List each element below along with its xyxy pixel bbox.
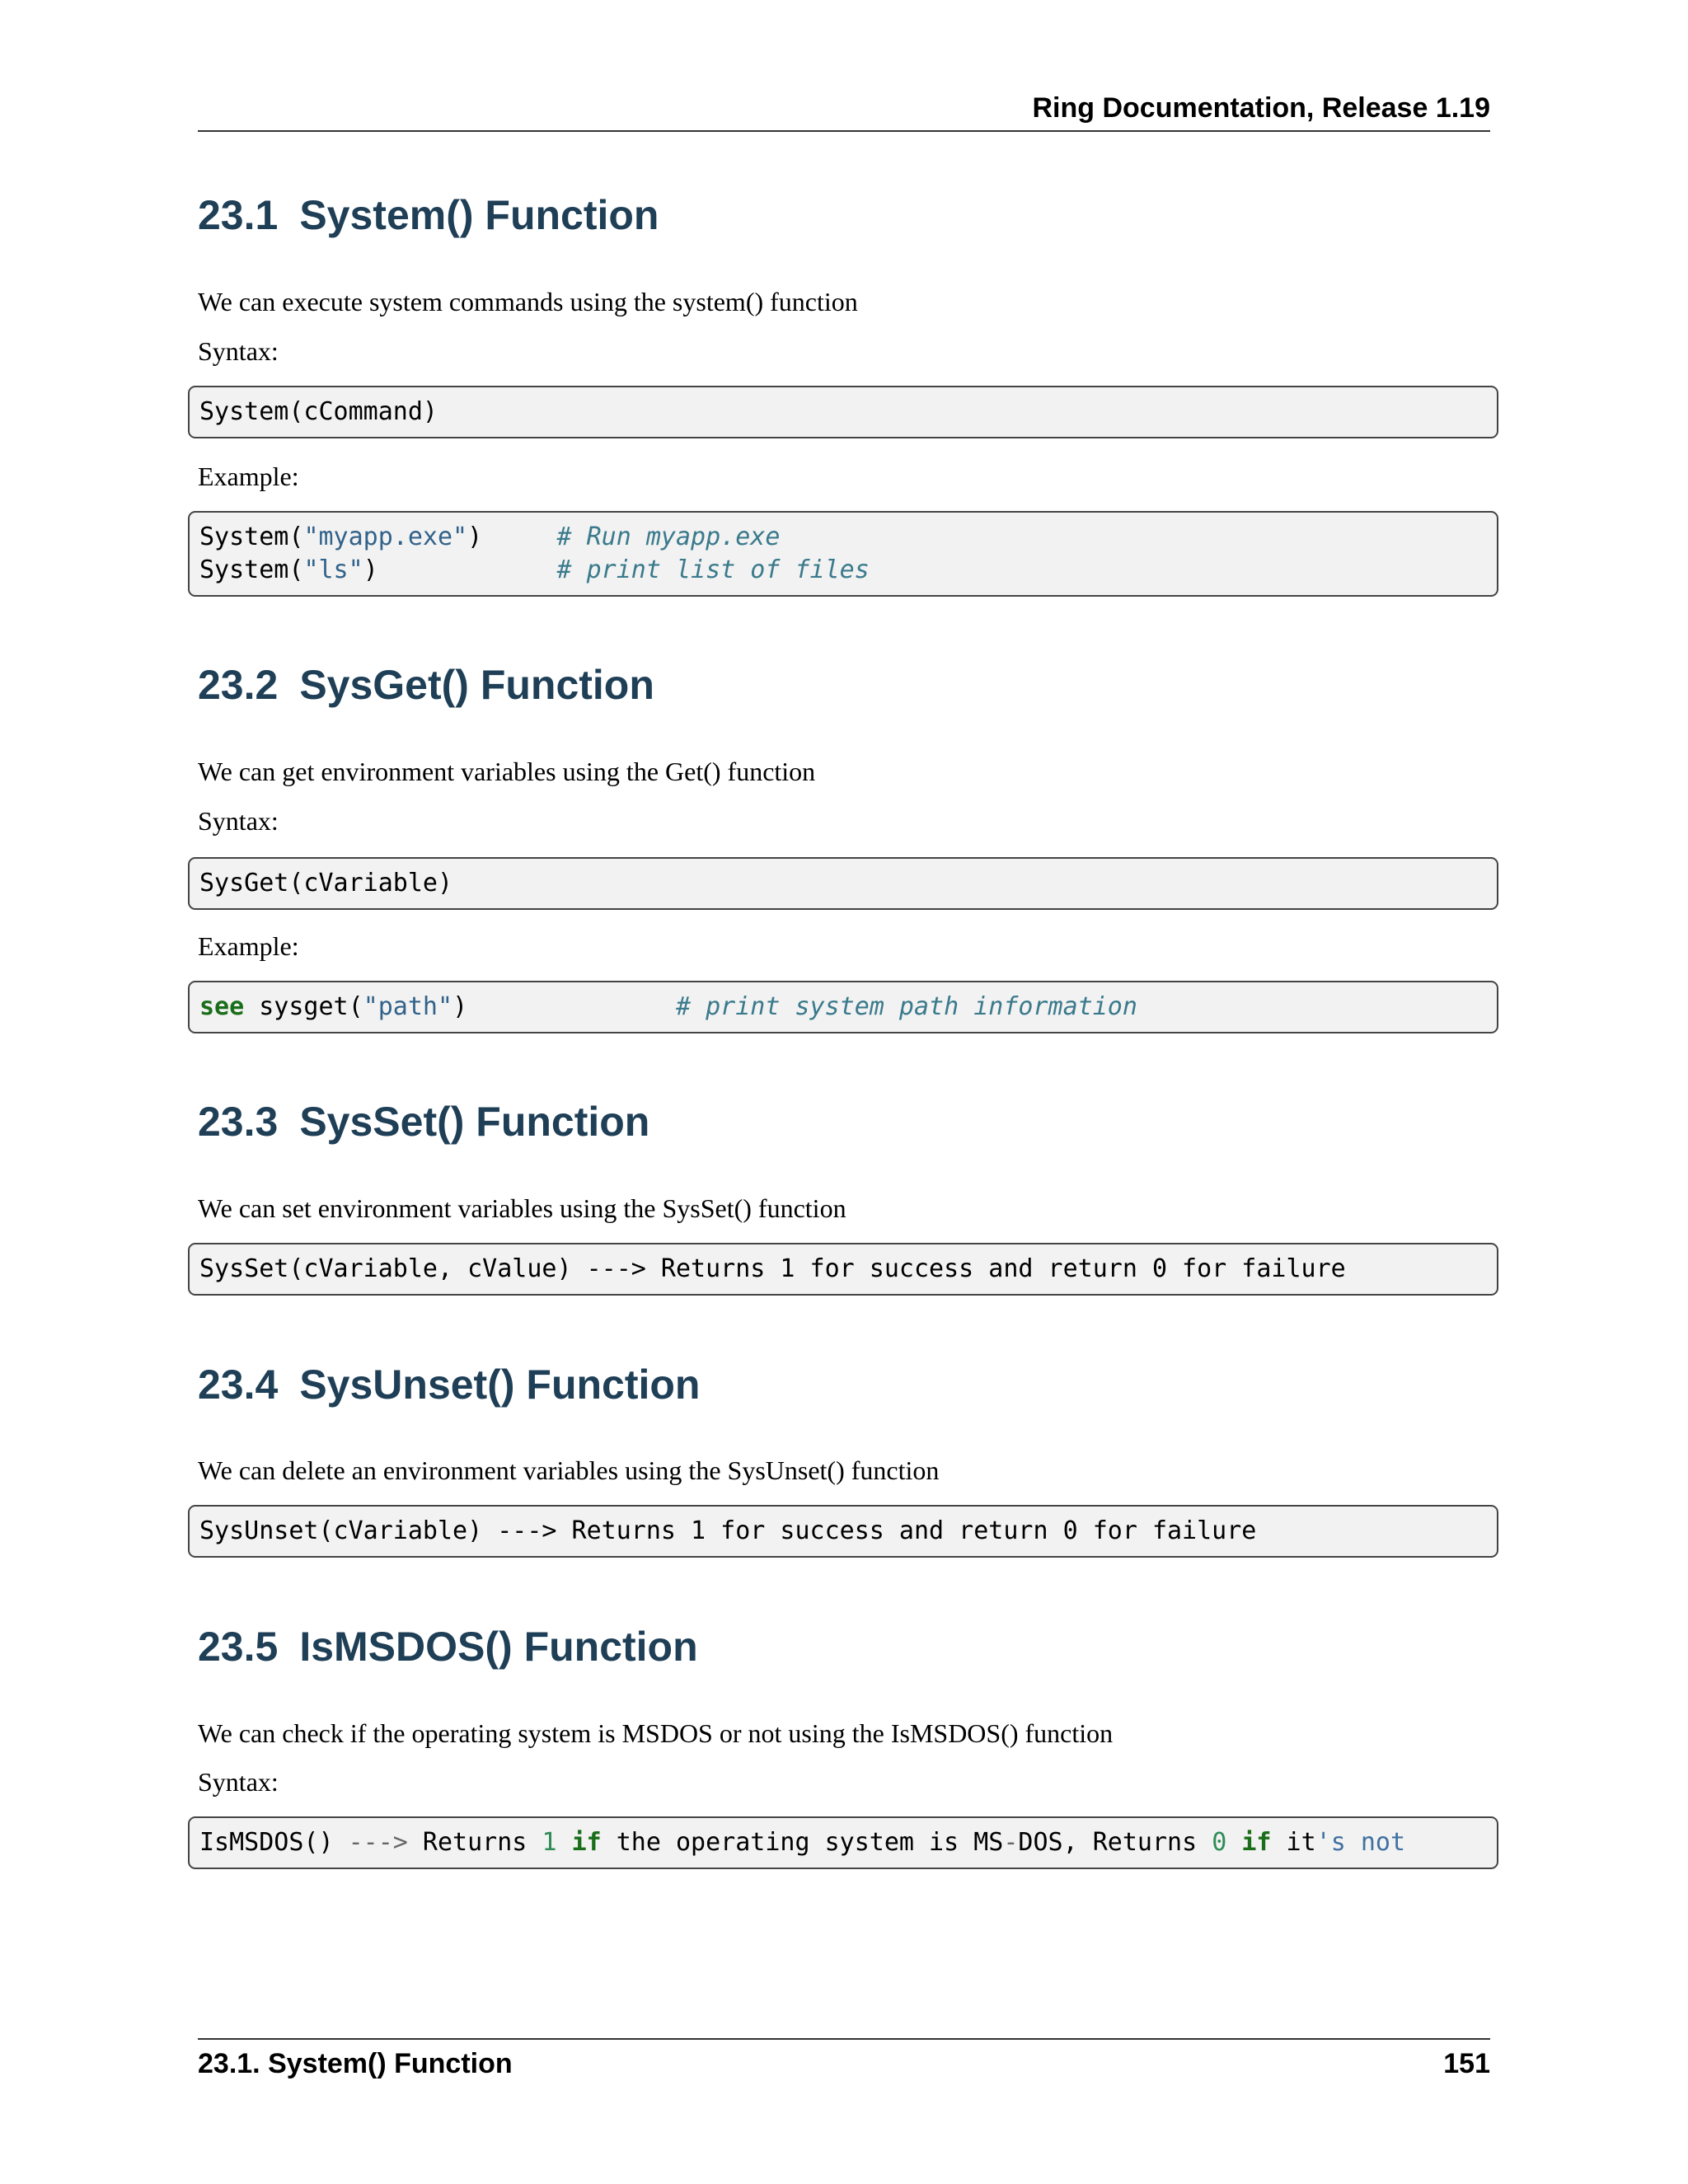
code-line: SysUnset(cVariable) ---> Returns 1 for success and return 0 for failure: [199, 1516, 1257, 1545]
section-heading-23-4: [198, 1361, 700, 1408]
code-comment: # Run myapp.exe: [556, 523, 781, 551]
code-text: the operating system is MS: [601, 1828, 1004, 1857]
section-title: SysGet() Function: [299, 662, 654, 708]
section-number: 23.2: [198, 662, 279, 708]
code-block-syntax-sysget: [188, 857, 1498, 910]
example-label: Example:: [198, 931, 299, 961]
code-text: it: [1271, 1828, 1316, 1857]
code-keyword: see: [199, 992, 245, 1021]
section-heading-23-1: [198, 191, 659, 239]
code-line: SysSet(cVariable, cValue) ---> Returns 1 for success and return 0 for failure: [199, 1254, 1346, 1283]
code-line: [199, 991, 1497, 1024]
code-text: DOS, Returns: [1018, 1828, 1212, 1857]
code-block-example-sysget: [188, 981, 1498, 1033]
syntax-label: Syntax:: [198, 806, 279, 836]
code-number: 1: [542, 1828, 557, 1857]
section-description: We can execute system commands using the system() function: [198, 287, 858, 316]
footer-section-title: 23.1. System() Function: [198, 2048, 513, 2079]
code-string: "ls": [303, 555, 363, 584]
code-string: "path": [363, 992, 453, 1021]
code-text: ): [363, 555, 557, 584]
code-text: ): [467, 523, 557, 551]
section-description: We can delete an environment variables using the SysUnset() function: [198, 1455, 940, 1485]
section-description: We can check if the operating system is MSDOS or not using the IsMSDOS() function: [198, 1718, 1114, 1748]
section-title: SysSet() Function: [299, 1099, 650, 1145]
code-text: System(: [199, 555, 304, 584]
syntax-label: Syntax:: [198, 336, 279, 366]
header-title: Ring Documentation, Release 1.19: [1032, 92, 1490, 124]
section-heading-23-3: [198, 1098, 649, 1146]
code-block-sysunset: [188, 1505, 1498, 1558]
code-text: IsMSDOS(): [199, 1828, 349, 1857]
code-block-ismsdos: [188, 1816, 1498, 1869]
section-description: We can get environment variables using the Get() function: [198, 757, 816, 786]
section-number: 23.5: [198, 1624, 279, 1670]
code-block-example-system: [188, 511, 1498, 597]
section-number: 23.4: [198, 1361, 279, 1408]
example-label: Example:: [198, 462, 299, 491]
syntax-label: Syntax:: [198, 1767, 279, 1797]
code-number: 0: [1212, 1828, 1227, 1857]
code-text: [1226, 1828, 1241, 1857]
page-header: [198, 89, 1490, 132]
page-number: 151: [1443, 2048, 1490, 2079]
code-string: 's not: [1315, 1828, 1406, 1857]
code-text: sysget(: [244, 992, 363, 1021]
section-number: 23.3: [198, 1099, 279, 1145]
section-heading-23-5: [198, 1623, 698, 1671]
code-keyword: if: [571, 1828, 602, 1857]
section-description: We can set environment variables using the SysSet() function: [198, 1193, 846, 1223]
code-line: System(cCommand): [199, 397, 438, 426]
code-keyword: if: [1241, 1828, 1272, 1857]
code-comment: # print system path information: [676, 992, 1137, 1021]
section-number: 23.1: [198, 192, 279, 238]
code-block-syntax-system: [188, 386, 1498, 438]
code-operator: -: [1003, 1828, 1019, 1857]
code-operator: --->: [348, 1828, 408, 1857]
code-block-sysset: [188, 1243, 1498, 1296]
code-text: Returns: [407, 1828, 542, 1857]
code-line: [199, 554, 1497, 587]
section-heading-23-2: [198, 661, 654, 709]
code-text: [557, 1828, 572, 1857]
page-footer: [198, 2038, 1490, 2089]
section-title: SysUnset() Function: [299, 1361, 701, 1408]
code-line: [199, 521, 1497, 554]
code-text: System(: [199, 523, 304, 551]
code-comment: # print list of files: [556, 555, 870, 584]
code-text: ): [452, 992, 676, 1021]
section-title: System() Function: [299, 192, 659, 238]
code-line: [199, 1826, 1497, 1859]
code-string: "myapp.exe": [303, 523, 468, 551]
section-title: IsMSDOS() Function: [299, 1624, 698, 1670]
code-line: SysGet(cVariable): [199, 869, 453, 898]
